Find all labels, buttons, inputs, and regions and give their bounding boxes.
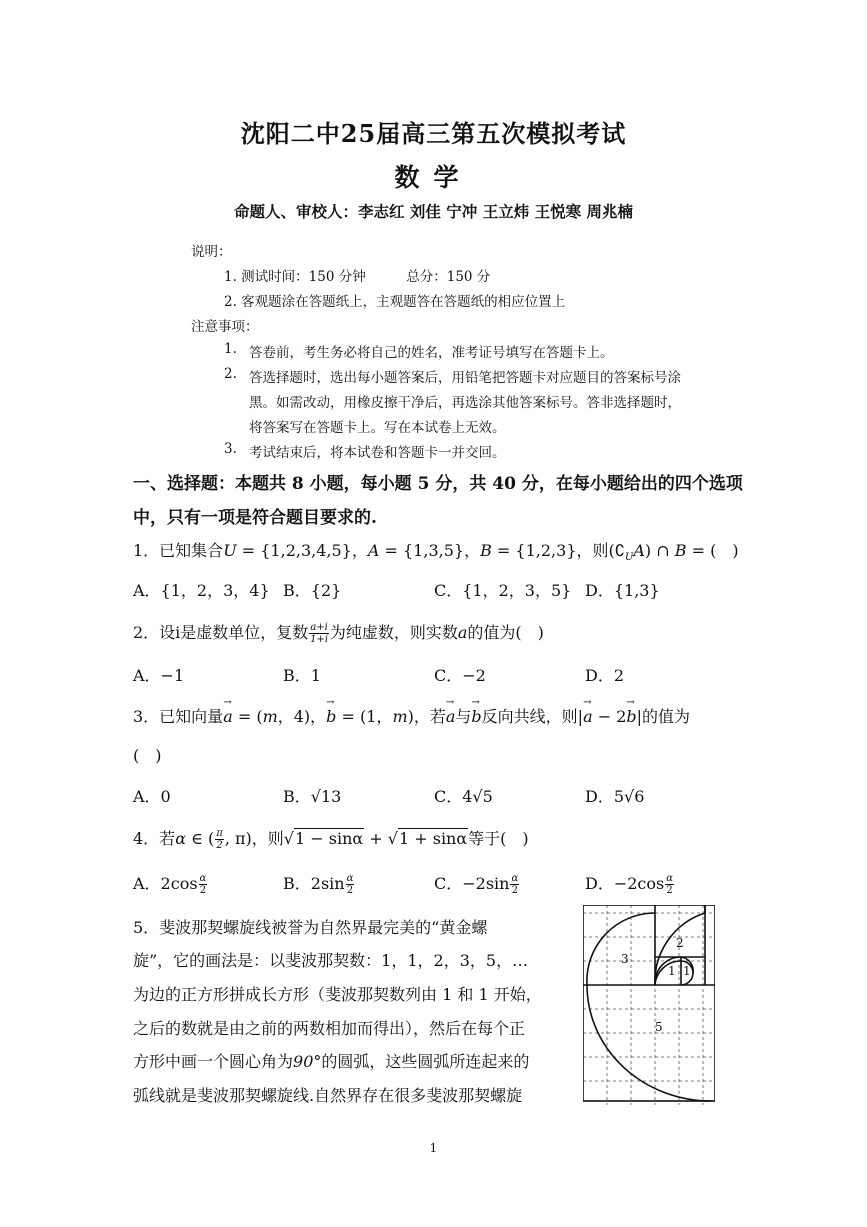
figure-squares: [583, 905, 715, 1101]
q3-option-b: B．√13: [283, 787, 342, 806]
explain-item-2: 2. 客观题涂在答题纸上，主观题答在答题纸的相应位置上: [224, 294, 566, 310]
figure-label-5: 5: [655, 1020, 663, 1034]
figure-label-1a: 1: [668, 964, 676, 978]
q1-option-b: B．{2}: [283, 581, 342, 600]
explain-item-1: 1. 测试时间：150 分钟 总分：150 分: [224, 269, 491, 285]
q2-option-d: D．2: [585, 666, 625, 685]
figure-label-1b: 1: [683, 964, 691, 978]
authors-line: 命题人、审校人：李志红 刘佳 宁冲 王立炜 王悦寒 周兆楠: [234, 202, 633, 221]
question-5-line-4: 之后的数就是由之前的两数相加而得出），然后在每个正: [133, 1019, 526, 1038]
q4-option-d: D．−2cos $\frac{\alpha}{2}$: [585, 873, 673, 896]
attention-num-3: 3.: [224, 441, 237, 457]
attention-label: 注意事项：: [191, 319, 259, 335]
question-5-line-2: 旋”，它的画法是：以斐波那契数：1，1，2，3，5，…: [133, 951, 529, 970]
q2-option-a: A．−1: [133, 666, 185, 685]
q4-option-b: B．2sin $\frac{\alpha}{2}$: [283, 873, 354, 896]
question-5-line-1: 5．斐波那契螺旋线被誉为自然界最完美的“黄金螺: [133, 918, 488, 937]
q3-option-c: C．4√5: [434, 787, 493, 806]
question-4: 4．若α ∈ ( $\frac{\pi}{2}$ , π)，则√1 − sinα + √1 + sinα等于( ): [133, 828, 529, 851]
q3-option-d: D．5√6: [585, 787, 645, 806]
section-heading-line-2: 中，只有一项是符合题目要求的.: [133, 508, 377, 528]
question-5-line-6: 弧线就是斐波那契螺旋线.自然界存在很多斐波那契螺旋: [133, 1086, 523, 1105]
explain-label: 说明：: [191, 244, 232, 260]
attention-item-2-line-1: 答选择题时，选出每小题答案后，用铅笔把答题卡对应题目的答案标号涂: [249, 370, 681, 386]
attention-item-3: 考试结束后，将本试卷和答题卡一并交回。: [249, 445, 506, 461]
subject-title: 数学: [394, 163, 473, 192]
q1-option-a: A．{1，2，3，4}: [133, 581, 270, 600]
q4-option-c: C．−2sin $\frac{\alpha}{2}$: [434, 873, 519, 896]
question-5-line-3: 为边的正方形拼成长方形（斐波那契数列由 1 和 1 开始，: [133, 985, 542, 1004]
spiral-arc-5: [587, 985, 711, 1101]
q3-option-a: A．0: [133, 787, 171, 806]
figure-grid: [583, 905, 715, 1105]
section-heading-line-1: 一、选择题：本题共 8 小题，每小题 5 分，共 40 分，在每小题给出的四个选项: [133, 474, 743, 494]
exam-title: 沈阳二中25届高三第五次模拟考试: [240, 119, 627, 148]
question-3-paren: ( ): [133, 746, 162, 765]
attention-num-1: 1.: [224, 341, 237, 357]
attention-item-1: 答卷前，考生务必将自己的姓名，准考证号填写在答题卡上。: [249, 345, 614, 361]
q4-pi-fraction: $\frac{\pi}{2}$: [216, 828, 223, 851]
q2-option-b: B．1: [283, 666, 321, 685]
figure-label-3: 3: [621, 952, 629, 966]
q2-fraction: $\frac{a+i}{1+i}$: [310, 622, 329, 645]
q2-option-c: C．−2: [434, 666, 486, 685]
attention-item-2-line-2: 黑。如需改动，用橡皮擦干净后，再选涂其他答案标号。答非选择题时，: [249, 395, 681, 411]
figure-label-2: 2: [676, 936, 684, 950]
question-2: 2．设i是虚数单位，复数 $\frac{a+i}{1+i}$ 为纯虚数，则实数a的值为( ): [133, 622, 544, 645]
spiral-arc-upper-left: [587, 913, 655, 985]
question-3: 3．已知向量→ a = (m，4)，→ b = (1，m)，若→ a与→ b反向共线，则|→ a − 2→ b|的值为: [133, 704, 690, 727]
attention-num-2: 2.: [224, 366, 237, 382]
fibonacci-spiral-figure: [583, 905, 715, 1105]
question-1: 1．已知集合U = {1,2,3,4,5}，A = {1,3,5}，B = {1,2,3}，则$(∁_UA)$ ∩ B = ( ): [133, 541, 739, 564]
q4-option-a: A．2cos $\frac{\alpha}{2}$: [133, 873, 207, 896]
page-number: 1: [429, 1141, 438, 1155]
q1-option-d: D．{1,3}: [585, 581, 660, 600]
q1-option-c: C．{1，2，3，5}: [434, 581, 572, 600]
question-5-line-5: 方形中画一个圆心角为90°的圆弧，这些圆弧所连起来的: [133, 1052, 530, 1071]
attention-item-2-line-3: 将答案写在答题卡上。写在本试卷上无效。: [249, 420, 506, 436]
